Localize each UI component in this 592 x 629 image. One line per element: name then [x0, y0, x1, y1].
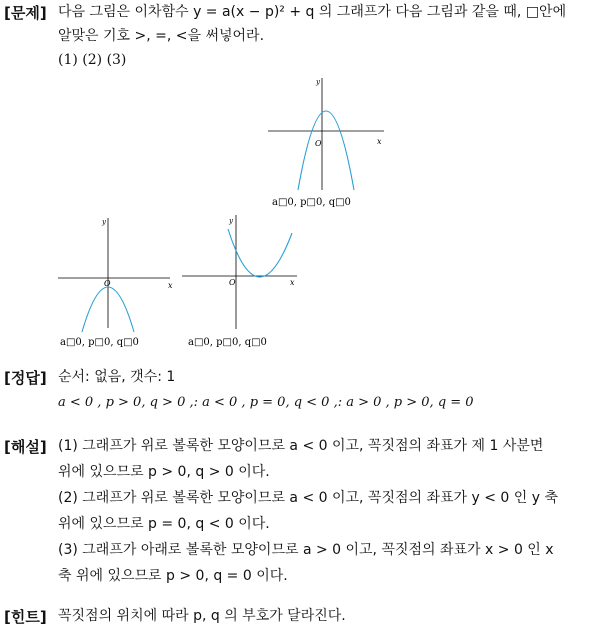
graph-2 [56, 218, 180, 348]
answer-line-2: a < 0 , p > 0, q > 0 ,: a < 0 , p = 0, q < 0 ,: a > 0 , p > 0, q = 0 [58, 395, 474, 410]
problem-line-2: 알맞은 기호 >, =, <을 써넣어라. [58, 28, 265, 44]
explanation-line-2: 위에 있으므로 p > 0, q > 0 이다. [58, 464, 270, 480]
graph-1-caption: a□0, p□0, q□0 [272, 197, 351, 208]
answer-label: [정답] [4, 369, 47, 387]
explanation-line-1: (1) 그래프가 위로 볼록한 모양이므로 a < 0 이고, 꼭짓점의 좌표가 제 1 사분면 [58, 438, 544, 454]
y-axis-label: y [229, 217, 233, 225]
explanation-line-5: (3) 그래프가 아래로 볼록한 모양이므로 a > 0 이고, 꼭짓점의 좌표가 x > 0 인 x [58, 542, 554, 558]
graph-2-caption: a□0, p□0, q□0 [60, 337, 139, 348]
y-axis-label: y [102, 218, 106, 226]
y-axis-label: y [316, 78, 320, 86]
problem-label: [문제] [4, 4, 47, 22]
hint-label: [힌트] [4, 608, 47, 626]
parabola-curve [298, 111, 354, 190]
origin-label: O [315, 139, 322, 148]
problem-line-1: 다음 그림은 이차함수 y = a(x − p)² + q 의 그래프가 다음 그림과 같을 때, □안에 [58, 4, 567, 20]
parabola-curve [228, 229, 292, 277]
explanation-line-3: (2) 그래프가 위로 볼록한 모양이므로 a < 0 이고, 꼭짓점의 좌표가 y < 0 인 y 축 [58, 490, 559, 506]
x-axis-label: x [290, 278, 295, 287]
graph-1 [268, 78, 388, 210]
x-axis-label: x [168, 281, 173, 290]
origin-label: O [229, 278, 236, 287]
explanation-line-4: 위에 있으므로 p = 0, q < 0 이다. [58, 516, 270, 532]
answer-line-1: 순서: 없음, 갯수: 1 [58, 369, 176, 385]
problem-line-3: (1) (2) (3) [58, 52, 127, 68]
x-axis-label: x [377, 137, 382, 146]
hint-text: 꼭짓점의 위치에 따라 p, q 의 부호가 달라진다. [58, 608, 346, 624]
graph-3-caption: a□0, p□0, q□0 [188, 337, 267, 348]
graph-3 [182, 215, 306, 348]
origin-label: O [104, 279, 111, 288]
explanation-line-6: 축 위에 있으므로 p > 0, q = 0 이다. [58, 568, 288, 584]
explanation-label: [해설] [4, 438, 47, 456]
